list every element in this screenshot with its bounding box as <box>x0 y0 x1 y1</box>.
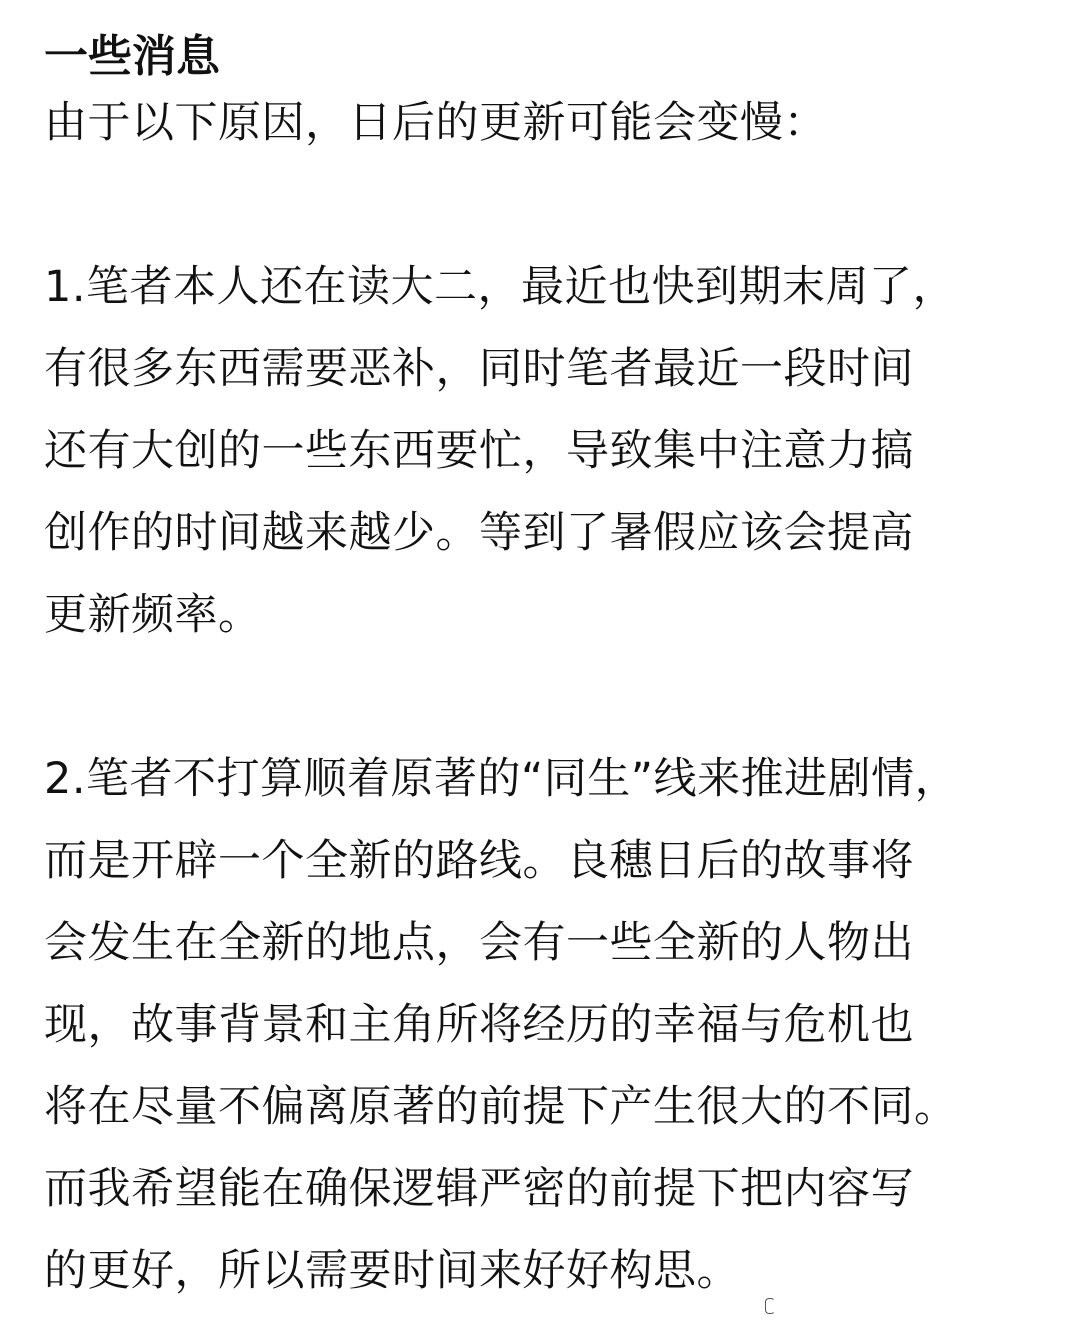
paragraph-line: 还有大创的一些东西要忙，导致集中注意力搞 <box>44 426 914 476</box>
paragraph-line: 创作的时间越来越少。等到了暑假应该会提高 <box>44 508 914 558</box>
article-title: 一些消息 <box>44 31 220 82</box>
paragraph-line: 1.笔者本人还在读大二，最近也快到期末周了， <box>44 262 957 312</box>
paragraph-1 <box>44 246 1054 656</box>
paragraph-line: 有很多东西需要恶补，同时笔者最近一段时间 <box>44 344 914 394</box>
paragraph-spacer <box>44 656 1054 738</box>
paragraph-line: 而是开辟一个全新的路线。良穗日后的故事将 <box>44 836 914 886</box>
paragraph-spacer <box>44 164 1054 246</box>
paragraph-line: 2.笔者不打算顺着原著的“同生”线来推进剧情， <box>44 754 959 804</box>
text-cursor-icon <box>765 1298 775 1314</box>
article-body <box>44 22 1054 1312</box>
intro-line: 由于以下原因，日后的更新可能会变慢： <box>44 98 827 148</box>
paragraph-line: 更新频率。 <box>44 590 262 640</box>
paragraph-line: 将在尽量不偏离原著的前提下产生很大的不同。 <box>44 1082 958 1132</box>
paragraph-line: 现，故事背景和主角所将经历的幸福与危机也 <box>44 1000 914 1050</box>
paragraph-line: 的更好，所以需要时间来好好构思。 <box>44 1246 740 1296</box>
paragraph-line: 而我希望能在确保逻辑严密的前提下把内容写 <box>44 1164 914 1214</box>
paragraph-2 <box>44 738 1054 1312</box>
paragraph-line: 会发生在全新的地点，会有一些全新的人物出 <box>44 918 914 968</box>
